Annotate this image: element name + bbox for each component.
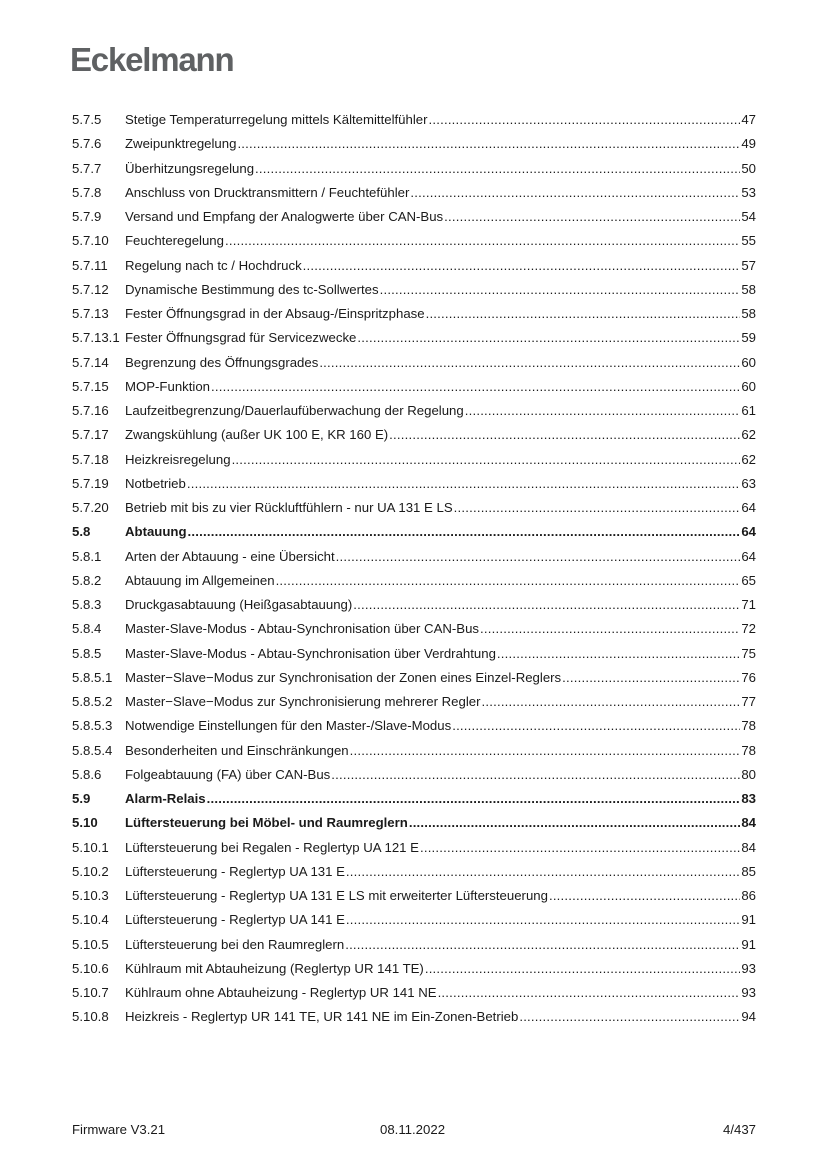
toc-section-number: 5.8.5 xyxy=(72,645,102,661)
toc-dot-leader xyxy=(420,840,740,856)
toc-section-number: 5.8.5.2 xyxy=(72,694,113,710)
toc-page-number[interactable]: 64 xyxy=(741,500,756,516)
toc-dot-leader xyxy=(519,1009,740,1025)
toc-section-number: 5.7.15 xyxy=(72,378,109,394)
toc-section-number: 5.7.17 xyxy=(72,427,109,443)
toc-page-number[interactable]: 58 xyxy=(741,281,756,297)
toc-section-title[interactable]: Abtauung xyxy=(125,524,187,540)
document-date: 08.11.2022 xyxy=(380,1122,446,1137)
toc-dot-leader xyxy=(454,500,741,516)
toc-page-number[interactable]: 54 xyxy=(741,209,756,225)
toc-section-title[interactable]: Lüftersteuerung bei den Raumreglern xyxy=(125,936,345,952)
toc-page-number[interactable]: 58 xyxy=(741,306,756,322)
toc-entry[interactable] xyxy=(72,423,756,447)
toc-dot-leader xyxy=(211,379,740,395)
toc-page-number[interactable]: 93 xyxy=(741,985,756,1001)
toc-section-number: 5.8.2 xyxy=(72,572,102,588)
toc-section-title[interactable]: Master−Slave−Modus zur Synchronisation der Zonen eines Einzel-Reglers xyxy=(125,669,562,685)
toc-section-number: 5.7.11 xyxy=(72,257,108,273)
toc-page-number[interactable]: 64 xyxy=(741,524,756,540)
toc-dot-leader xyxy=(357,330,740,346)
toc-dot-leader xyxy=(452,718,740,734)
toc-dot-leader xyxy=(465,403,741,419)
toc-section-number: 5.8 xyxy=(72,524,91,540)
toc-dot-leader xyxy=(353,597,740,613)
toc-section-title[interactable]: Heizkreis - Reglertyp UR 141 TE, UR 141 NE im Ein-Zonen-Betrieb xyxy=(125,1009,519,1025)
toc-entry[interactable] xyxy=(72,666,756,690)
toc-page-number[interactable]: 61 xyxy=(741,403,756,419)
toc-dot-leader xyxy=(331,767,740,783)
toc-section-number: 5.10.1 xyxy=(72,839,109,855)
toc-dot-leader xyxy=(187,476,740,492)
toc-section-number: 5.7.16 xyxy=(72,403,109,419)
toc-entry[interactable] xyxy=(72,569,756,593)
toc-section-title[interactable]: Lüftersteuerung - Reglertyp UA 131 E xyxy=(125,863,345,879)
toc-section-title[interactable]: Begrenzung des Öffnungsgrades xyxy=(125,354,319,370)
toc-page-number[interactable]: 47 xyxy=(741,112,756,128)
toc-section-number: 5.9 xyxy=(72,791,91,807)
toc-section-number: 5.10.2 xyxy=(72,863,109,879)
firmware-version: Firmware V3.21 xyxy=(72,1122,166,1137)
toc-page-number[interactable]: 63 xyxy=(741,475,756,491)
toc-section-number: 5.7.6 xyxy=(72,136,102,152)
toc-dot-leader xyxy=(225,233,740,249)
toc-dot-leader xyxy=(255,161,740,177)
toc-page-number[interactable]: 53 xyxy=(741,184,756,200)
toc-entry[interactable] xyxy=(72,448,756,472)
toc-section-title[interactable]: Feuchteregelung xyxy=(125,233,224,249)
toc-section-title[interactable]: Fester Öffnungsgrad für Servicezwecke xyxy=(125,330,357,346)
toc-entry[interactable] xyxy=(72,132,756,156)
toc-section-number: 5.7.20 xyxy=(72,500,109,516)
toc-dot-leader xyxy=(482,694,741,710)
toc-page-number[interactable]: 85 xyxy=(741,863,756,879)
toc-entry[interactable] xyxy=(72,108,756,132)
toc-section-title[interactable]: Alarm-Relais xyxy=(125,791,206,807)
toc-page-number[interactable]: 91 xyxy=(741,936,756,952)
toc-section-title[interactable]: Fester Öffnungsgrad in der Absaug-/Einspritzphase xyxy=(125,306,425,322)
toc-section-title[interactable]: Druckgasabtauung (Heißgasabtauung) xyxy=(125,597,353,613)
toc-dot-leader xyxy=(438,985,741,1001)
toc-page-number[interactable]: 72 xyxy=(741,621,756,637)
toc-entry[interactable] xyxy=(72,714,756,738)
toc-entry[interactable] xyxy=(72,254,756,278)
toc-entry[interactable] xyxy=(72,787,756,811)
toc-entry[interactable] xyxy=(72,836,756,860)
toc-entry[interactable] xyxy=(72,302,756,326)
toc-dot-leader xyxy=(549,888,740,904)
toc-page-number[interactable]: 60 xyxy=(741,354,756,370)
toc-page-number[interactable]: 94 xyxy=(741,1009,756,1025)
toc-section-number: 5.7.13.1 xyxy=(72,330,120,346)
toc-entry[interactable] xyxy=(72,326,756,350)
toc-section-number: 5.8.4 xyxy=(72,621,102,637)
eckelmann-logo: Eckelmann xyxy=(70,41,234,78)
toc-page-number[interactable]: 57 xyxy=(741,257,756,273)
toc-section-title[interactable]: Zwangskühlung (außer UK 100 E, KR 160 E) xyxy=(125,427,389,443)
toc-entry[interactable] xyxy=(72,1005,756,1029)
toc-page-number[interactable]: 80 xyxy=(741,766,756,782)
toc-entry[interactable] xyxy=(72,399,756,423)
toc-page-number[interactable]: 62 xyxy=(741,451,756,467)
toc-page-number[interactable]: 59 xyxy=(741,330,756,346)
toc-page-number[interactable]: 62 xyxy=(741,427,756,443)
toc-section-number: 5.8.5.1 xyxy=(72,669,113,685)
toc-section-number: 5.10.6 xyxy=(72,960,109,976)
toc-page-number[interactable]: 78 xyxy=(741,742,756,758)
toc-dot-leader xyxy=(497,646,740,662)
toc-page-number[interactable]: 91 xyxy=(741,912,756,928)
toc-dot-leader xyxy=(562,670,740,686)
toc-section-title[interactable]: Heizkreisregelung xyxy=(125,451,231,467)
toc-section-title[interactable]: Betrieb mit bis zu vier Rückluftfühlern - nur UA 131 E LS xyxy=(125,500,453,516)
toc-entry[interactable] xyxy=(72,763,756,787)
toc-section-title[interactable]: Notbetrieb xyxy=(125,475,186,491)
toc-page-number[interactable]: 50 xyxy=(741,160,756,176)
toc-entry[interactable] xyxy=(72,181,756,205)
toc-page-number[interactable]: 71 xyxy=(741,597,756,613)
toc-dot-leader xyxy=(429,112,741,128)
toc-page-number[interactable]: 65 xyxy=(741,572,756,588)
toc-section-title[interactable]: Dynamische Bestimmung des tc-Sollwertes xyxy=(125,281,379,297)
toc-section-title[interactable]: Lüftersteuerung bei Regalen - Reglertyp UA 121 E xyxy=(125,839,419,855)
toc-section-number: 5.8.3 xyxy=(72,597,102,613)
toc-section-title[interactable]: Versand und Empfang der Analogwerte über CAN-Bus xyxy=(125,209,444,225)
toc-entry[interactable] xyxy=(72,642,756,666)
toc-section-number: 5.10.8 xyxy=(72,1009,109,1025)
toc-section-number: 5.7.14 xyxy=(72,354,109,370)
toc-section-title[interactable]: Master-Slave-Modus - Abtau-Synchronisation über CAN-Bus xyxy=(125,621,480,637)
toc-section-number: 5.7.7 xyxy=(72,160,102,176)
toc-page-number[interactable]: 86 xyxy=(741,888,756,904)
toc-dot-leader xyxy=(350,743,741,759)
toc-section-title[interactable]: Kühlraum ohne Abtauheizung - Reglertyp UR 141 NE xyxy=(125,985,437,1001)
toc-entry[interactable] xyxy=(72,957,756,981)
toc-section-title[interactable]: Folgeabtauung (FA) über CAN-Bus xyxy=(125,766,331,782)
toc-section-number: 5.10.5 xyxy=(72,936,109,952)
toc-dot-leader xyxy=(319,355,740,371)
toc-entry[interactable] xyxy=(72,375,756,399)
toc-page-number[interactable]: 77 xyxy=(741,694,756,710)
toc-section-number: 5.7.9 xyxy=(72,209,102,225)
toc-page-number[interactable]: 64 xyxy=(741,548,756,564)
toc-dot-leader xyxy=(188,524,741,540)
toc-section-number: 5.10.4 xyxy=(72,912,109,928)
toc-entry[interactable] xyxy=(72,811,756,835)
toc-section-title[interactable]: Master−Slave−Modus zur Synchronisierung mehrerer Regler xyxy=(125,694,481,710)
toc-section-title[interactable]: Master-Slave-Modus - Abtau-Synchronisation über Verdrahtung xyxy=(125,645,496,661)
toc-dot-leader xyxy=(346,912,740,928)
toc-dot-leader xyxy=(425,961,741,977)
toc-section-number: 5.7.10 xyxy=(72,233,109,249)
toc-dot-leader xyxy=(207,791,741,807)
toc-entry[interactable] xyxy=(72,617,756,641)
toc-section-title[interactable]: Stetige Temperaturregelung mittels Kältemittelfühler xyxy=(125,112,428,128)
toc-section-title[interactable]: Regelung nach tc / Hochdruck xyxy=(125,257,302,273)
toc-dot-leader xyxy=(380,282,741,298)
toc-dot-leader xyxy=(336,549,741,565)
toc-dot-leader xyxy=(346,864,740,880)
toc-page-number[interactable]: 75 xyxy=(741,645,756,661)
toc-section-number: 5.8.5.4 xyxy=(72,742,113,758)
page-footer xyxy=(72,1122,756,1140)
toc-page-number[interactable]: 83 xyxy=(741,791,756,807)
toc-section-number: 5.10.3 xyxy=(72,888,109,904)
toc-entry[interactable] xyxy=(72,205,756,229)
toc-section-number: 5.10 xyxy=(72,815,98,831)
toc-entry[interactable] xyxy=(72,933,756,957)
toc-dot-leader xyxy=(480,621,740,637)
toc-section-title[interactable]: Anschluss von Drucktransmittern / Feuchtefühler xyxy=(125,184,410,200)
page-number: 4/437 xyxy=(722,1122,756,1137)
toc-page-number[interactable]: 49 xyxy=(741,136,756,152)
toc-dot-leader xyxy=(410,185,740,201)
toc-dot-leader xyxy=(303,258,741,274)
toc-section-number: 5.7.12 xyxy=(72,281,109,297)
toc-page-number[interactable]: 55 xyxy=(741,233,756,249)
toc-entry[interactable] xyxy=(72,593,756,617)
toc-entry[interactable] xyxy=(72,739,756,763)
toc-section-title[interactable]: Besonderheiten und Einschränkungen xyxy=(125,742,349,758)
toc-section-title[interactable]: Lüftersteuerung - Reglertyp UA 131 E LS mit erweiterter Lüftersteuerung xyxy=(125,888,548,904)
toc-section-title[interactable]: Abtauung im Allgemeinen xyxy=(125,572,275,588)
toc-section-number: 5.8.1 xyxy=(72,548,102,564)
toc-section-number: 5.7.19 xyxy=(72,475,109,491)
toc-entry[interactable] xyxy=(72,908,756,932)
toc-entry[interactable] xyxy=(72,229,756,253)
toc-section-title[interactable]: Laufzeitbegrenzung/Dauerlaufüberwachung der Regelung xyxy=(125,403,464,419)
toc-page-number[interactable]: 84 xyxy=(741,815,756,831)
toc-section-title[interactable]: Kühlraum mit Abtauheizung (Reglertyp UR 141 TE) xyxy=(125,960,424,976)
toc-dot-leader xyxy=(237,136,740,152)
toc-dot-leader xyxy=(389,427,740,443)
toc-dot-leader xyxy=(276,573,741,589)
toc-entry[interactable] xyxy=(72,496,756,520)
toc-section-title[interactable]: Lüftersteuerung - Reglertyp UA 141 E xyxy=(125,912,345,928)
toc-section-title[interactable]: Zweipunktregelung xyxy=(125,136,237,152)
toc-page-number[interactable]: 84 xyxy=(741,839,756,855)
toc-page-number[interactable]: 76 xyxy=(741,669,756,685)
toc-entry[interactable] xyxy=(72,860,756,884)
toc-section-title[interactable]: Notwendige Einstellungen für den Master-/Slave-Modus xyxy=(125,718,452,734)
toc-entry[interactable] xyxy=(72,690,756,714)
toc-entry[interactable] xyxy=(72,157,756,181)
toc-section-title[interactable]: Arten der Abtauung - eine Übersicht xyxy=(125,548,335,564)
toc-entry[interactable] xyxy=(72,472,756,496)
toc-entry[interactable] xyxy=(72,351,756,375)
toc-entry[interactable] xyxy=(72,981,756,1005)
toc-entry[interactable] xyxy=(72,278,756,302)
table-of-contents xyxy=(72,108,756,1030)
toc-entry[interactable] xyxy=(72,520,756,544)
toc-dot-leader xyxy=(409,815,741,831)
toc-section-number: 5.8.6 xyxy=(72,766,102,782)
toc-section-number: 5.10.7 xyxy=(72,985,109,1001)
toc-section-title[interactable]: Überhitzungsregelung xyxy=(125,160,255,176)
toc-dot-leader xyxy=(345,937,740,953)
toc-entry[interactable] xyxy=(72,545,756,569)
toc-section-number: 5.7.13 xyxy=(72,306,109,322)
toc-section-title[interactable]: MOP-Funktion xyxy=(125,378,211,394)
toc-section-number: 5.7.5 xyxy=(72,112,102,128)
toc-dot-leader xyxy=(232,452,741,468)
toc-section-title[interactable]: Lüftersteuerung bei Möbel- und Raumreglern xyxy=(125,815,408,831)
toc-page-number[interactable]: 78 xyxy=(741,718,756,734)
toc-section-number: 5.7.18 xyxy=(72,451,109,467)
toc-section-number: 5.7.8 xyxy=(72,184,102,200)
toc-page-number[interactable]: 60 xyxy=(741,378,756,394)
toc-section-number: 5.8.5.3 xyxy=(72,718,113,734)
toc-dot-leader xyxy=(426,306,741,322)
toc-page-number[interactable]: 93 xyxy=(741,960,756,976)
toc-dot-leader xyxy=(444,209,740,225)
toc-entry[interactable] xyxy=(72,884,756,908)
